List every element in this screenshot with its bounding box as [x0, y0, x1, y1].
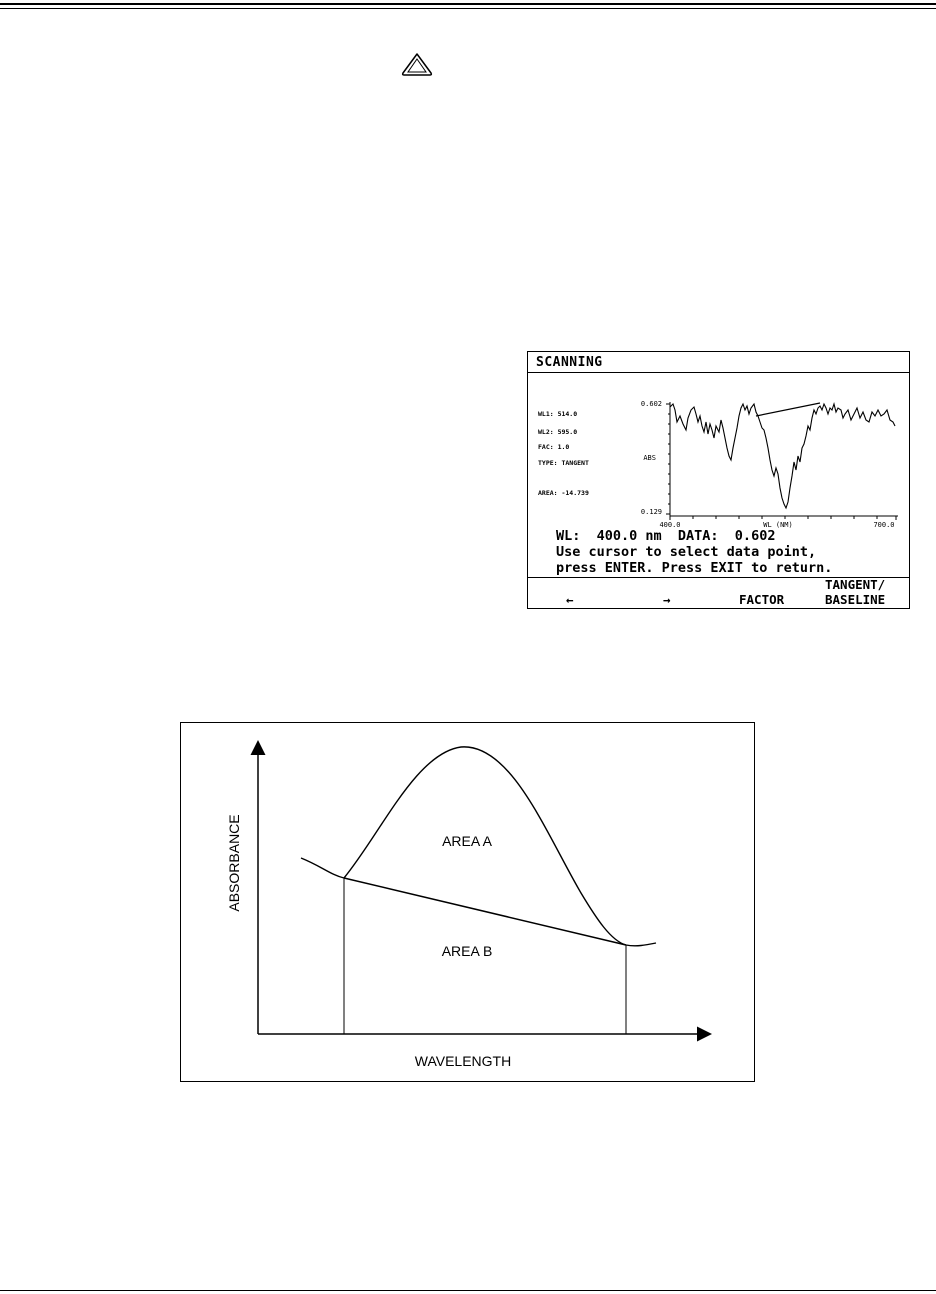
right-arrow-softkey[interactable]: →	[663, 592, 671, 607]
x-min-label: 400.0	[659, 521, 681, 529]
readout-block	[556, 528, 832, 576]
header-rule-thin	[0, 8, 936, 9]
caution-triangle-icon	[400, 52, 434, 76]
readout-line-2: Use cursor to select data point,	[556, 544, 817, 560]
factor-softkey[interactable]: FACTOR	[739, 592, 785, 607]
x-axis-title: WAVELENGTH	[414, 1053, 512, 1069]
readout-line-3: press ENTER. Press EXIT to return.	[556, 560, 833, 576]
area-diagram	[180, 722, 755, 1082]
y-axis-label: ABS	[643, 454, 656, 462]
wl2-value: WL2: 595.0	[538, 428, 578, 436]
footer-rule	[0, 1290, 936, 1291]
x-axis-label: WL (NM)	[763, 521, 793, 529]
tangent-line	[344, 878, 626, 945]
screen-title: SCANNING	[536, 355, 603, 370]
left-arrow-softkey[interactable]: ←	[566, 592, 574, 607]
area-a-label: AREA A	[442, 833, 492, 849]
type-value: TYPE: TANGENT	[538, 459, 589, 467]
header-rule-thick	[0, 3, 936, 5]
wl1-value: WL1: 514.0	[538, 410, 578, 418]
instrument-screen	[527, 351, 910, 609]
x-max-label: 700.0	[873, 521, 895, 529]
area-b-label: AREA B	[441, 943, 493, 959]
factor-value: FAC: 1.0	[538, 443, 570, 451]
y-axis-title: ABSORBANCE	[226, 814, 242, 912]
tangent-baseline-softkey-line2[interactable]: BASELINE	[825, 592, 886, 607]
y-max-label: 0.602	[640, 400, 662, 408]
readout-line-1: WL: 400.0 nm DATA: 0.602	[556, 528, 776, 544]
area-value: AREA: -14.739	[538, 489, 589, 497]
tangent-baseline-softkey-line1[interactable]: TANGENT/	[825, 577, 886, 592]
y-min-label: 0.129	[640, 508, 662, 516]
